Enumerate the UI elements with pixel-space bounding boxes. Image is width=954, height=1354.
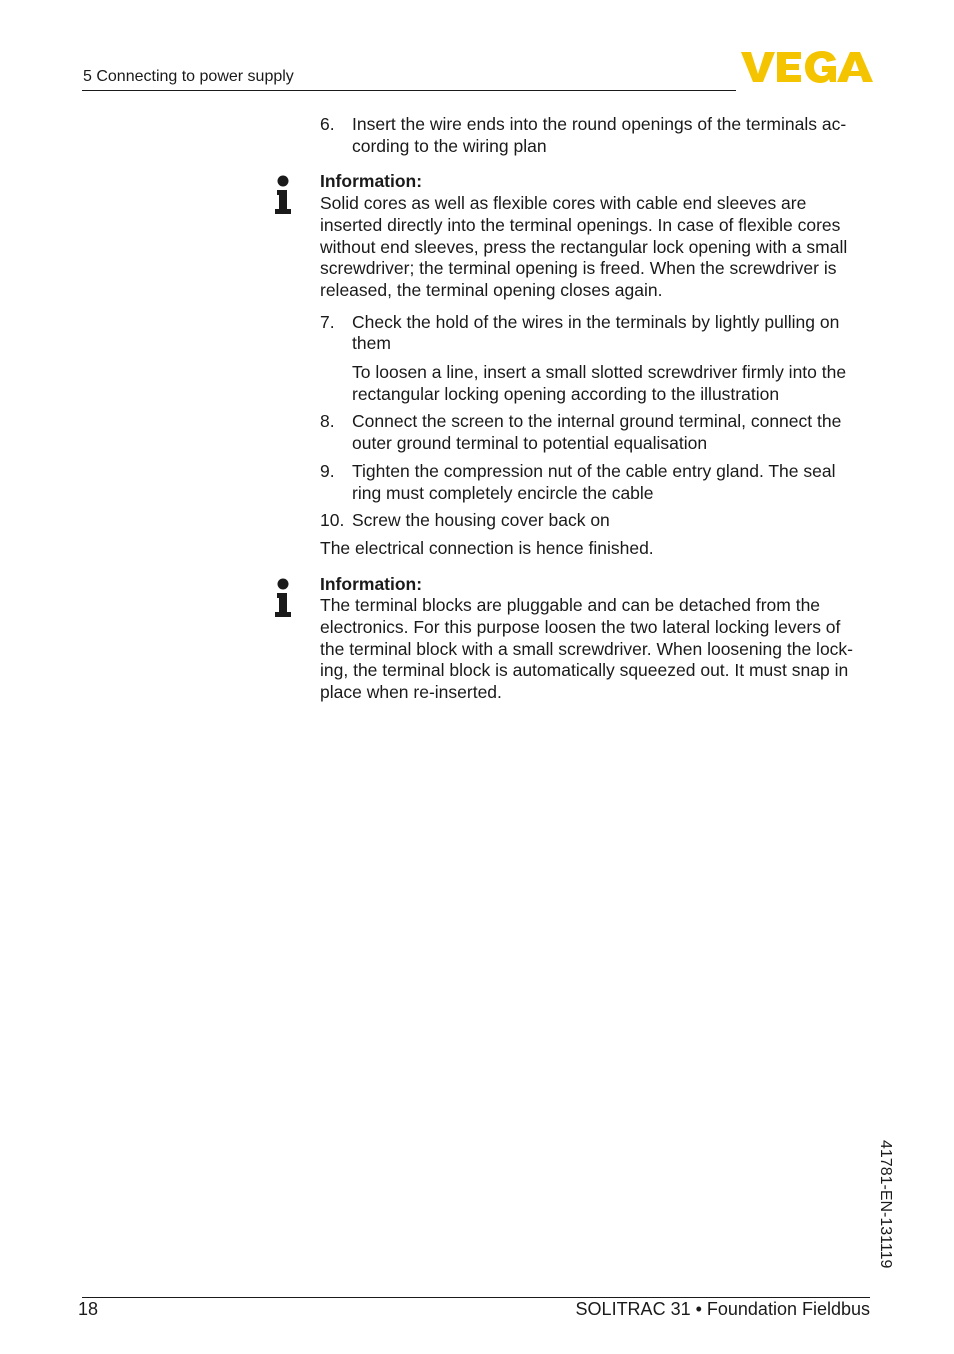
step-number: 6. bbox=[320, 114, 335, 134]
info-text: Solid cores as well as flexible cores with cable end sleeves are inserted directly into the terminal openings. In case of flexible cores without end sleeves, press the rectangular lock opening with a small screwdriver; the terminal opening is freed. When the screwdriver is released, the terminal opening closes again. bbox=[320, 193, 848, 300]
info-title: Information: bbox=[320, 171, 423, 192]
page-number: 18 bbox=[78, 1299, 99, 1319]
info-block bbox=[320, 171, 865, 301]
step-item bbox=[320, 312, 865, 406]
footer-product-name: SOLITRAC 31 • Foundation Fieldbus bbox=[575, 1299, 870, 1319]
step-item bbox=[320, 461, 865, 504]
info-text: The terminal blocks are pluggable and can be detached from the electronics. For this purpose loosen the two lateral locking levers of the terminal block with a small screwdriver. When loosening the lock-ing, the terminal block is automatically squeezed out. It must snap in place when re-inserted. bbox=[320, 595, 853, 703]
info-icon bbox=[274, 578, 292, 618]
step-number: 8. bbox=[320, 411, 335, 432]
step-number: 7. bbox=[320, 311, 335, 332]
vega-logo bbox=[741, 50, 873, 84]
step-text: Insert the wire ends into the round openings of the terminals ac-cording to the wiring plan bbox=[352, 114, 847, 156]
info-block bbox=[320, 574, 865, 704]
step-text: Connect the screen to the internal ground terminal, connect the outer ground terminal to potential equalisation bbox=[352, 411, 842, 454]
main-content bbox=[320, 114, 865, 714]
section-title: 5 Connecting to power supply bbox=[83, 68, 294, 85]
step-item bbox=[320, 510, 865, 532]
step-text: Screw the housing cover back on bbox=[352, 510, 610, 531]
document-id: 41781-EN-131119 bbox=[877, 1140, 894, 1269]
header-divider bbox=[82, 90, 736, 91]
info-title: Information: bbox=[320, 573, 423, 594]
conclusion-text: The electrical connection is hence finished. bbox=[320, 537, 654, 558]
step-text: Tighten the compression nut of the cable entry gland. The seal ring must completely encircle the cable bbox=[352, 460, 836, 503]
step-number: 9. bbox=[320, 460, 335, 481]
info-icon bbox=[274, 175, 292, 215]
step-subtext: To loosen a line, insert a small slotted screwdriver firmly into the rectangular locking opening according to the illustration bbox=[352, 362, 847, 404]
step-item bbox=[320, 114, 865, 157]
step-text: Check the hold of the wires in the terminals by lightly pulling on them bbox=[352, 311, 840, 354]
step-number: 10. bbox=[320, 510, 345, 531]
step-item bbox=[320, 411, 865, 454]
